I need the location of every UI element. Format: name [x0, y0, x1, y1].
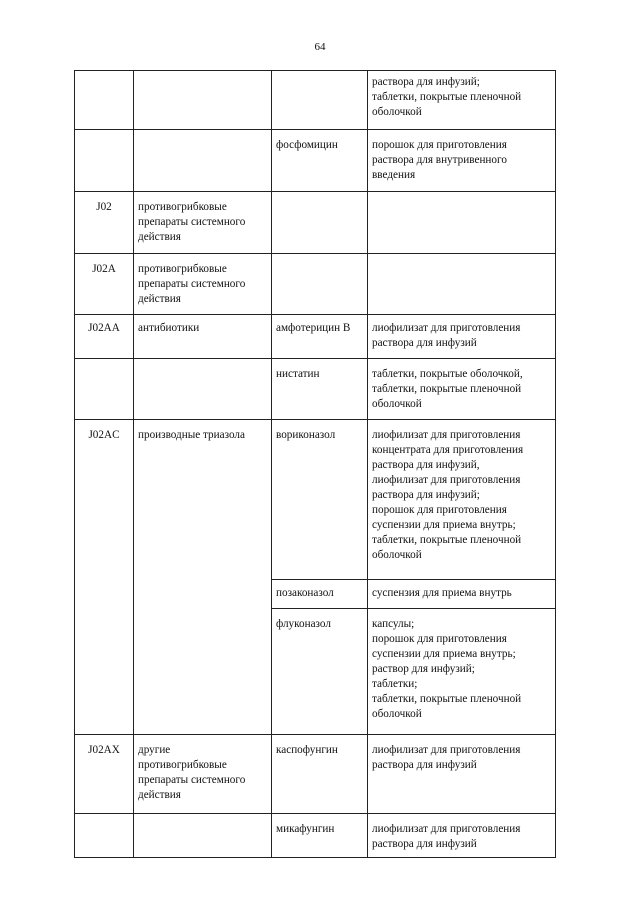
drug-name-cell: [272, 254, 368, 315]
dosage-form-cell: [368, 192, 556, 254]
table-row: [75, 359, 556, 420]
dosage-form-cell: капсулы; порошок для приготовления суспензии для приема внутрь; раствор для инфузий; таблетки; таблетки, покрытые пленочной оболочкой: [368, 609, 556, 735]
dosage-form-cell: порошок для приготовления раствора для внутривенного введения: [368, 130, 556, 192]
drug-name-cell: фосфомицин: [272, 130, 368, 192]
drug-table: [74, 70, 556, 858]
drug-name-cell: амфотерицин В: [272, 315, 368, 359]
drug-name-cell: [272, 192, 368, 254]
drug-name-cell: микафунгин: [272, 814, 368, 858]
page-number: 64: [314, 41, 326, 53]
atc-code-cell: J02AC: [75, 420, 134, 735]
group-name-cell: [134, 130, 272, 192]
dosage-form-cell: лиофилизат для приготовления раствора для инфузий: [368, 735, 556, 814]
atc-code-cell: J02AX: [75, 735, 134, 814]
table-row: [75, 735, 556, 814]
table-row: [75, 71, 556, 130]
atc-code-cell: J02A: [75, 254, 134, 315]
table-row: [75, 420, 556, 580]
atc-code-cell: [75, 71, 134, 130]
group-name-cell: [134, 814, 272, 858]
group-name-cell: [134, 71, 272, 130]
dosage-form-cell: раствора для инфузий; таблетки, покрытые пленочной оболочкой: [368, 71, 556, 130]
dosage-form-cell: [368, 254, 556, 315]
dosage-form-cell: лиофилизат для приготовления концентрата для приготовления раствора для инфузий, лиофилизат для приготовления раствора для инфузий; порошок для приготовления суспензии для приема внутрь; таблетки, покрытые пленочной оболочкой: [368, 420, 556, 580]
table-row: [75, 192, 556, 254]
drug-name-cell: каспофунгин: [272, 735, 368, 814]
dosage-form-cell: суспензия для приема внутрь: [368, 580, 556, 609]
table-row: [75, 130, 556, 192]
atc-code-cell: [75, 814, 134, 858]
group-name-cell: противогрибковые препараты системного действия: [134, 192, 272, 254]
group-name-cell: противогрибковые препараты системного действия: [134, 254, 272, 315]
atc-code-cell: [75, 130, 134, 192]
drug-name-cell: нистатин: [272, 359, 368, 420]
group-name-cell: другие противогрибковые препараты системного действия: [134, 735, 272, 814]
drug-name-cell: вориконазол: [272, 420, 368, 580]
group-name-cell: производные триазола: [134, 420, 272, 735]
atc-code-cell: [75, 359, 134, 420]
drug-name-cell: [272, 71, 368, 130]
atc-code-cell: J02AA: [75, 315, 134, 359]
group-name-cell: [134, 359, 272, 420]
table-row: [75, 254, 556, 315]
atc-code-cell: J02: [75, 192, 134, 254]
dosage-form-cell: таблетки, покрытые оболочкой, таблетки, покрытые пленочной оболочкой: [368, 359, 556, 420]
dosage-form-cell: лиофилизат для приготовления раствора для инфузий: [368, 315, 556, 359]
group-name-cell: антибиотики: [134, 315, 272, 359]
table-row: [75, 814, 556, 858]
drug-name-cell: позаконазол: [272, 580, 368, 609]
dosage-form-cell: лиофилизат для приготовления раствора для инфузий: [368, 814, 556, 858]
table-row: [75, 315, 556, 359]
drug-name-cell: флуконазол: [272, 609, 368, 735]
